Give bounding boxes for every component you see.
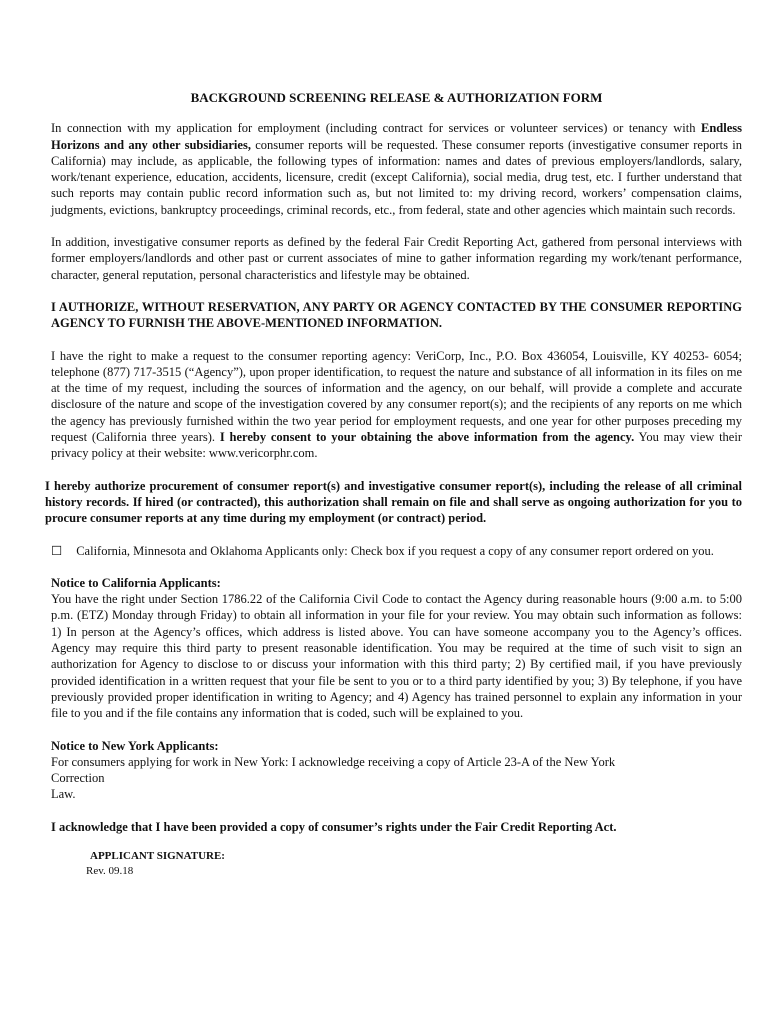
company-name: Endless Horizons and any other subsidiaries, (51, 121, 742, 152)
authorize-statement: I AUTHORIZE, WITHOUT RESERVATION, ANY PARTY OR AGENCY CONTACTED BY THE CONSUMER REPORTING AGENCY TO FURNISH THE ABOVE-MENTIONED INFORMATION. (51, 299, 742, 331)
california-heading: Notice to California Applicants: (51, 575, 221, 590)
acknowledge-statement: I acknowledge that I have been provided a copy of consumer’s rights under the Fair Credit Reporting Act. (51, 819, 617, 834)
intro-text-after: consumer reports will be requested. These consumer reports (investigative consumer reports in California) may include, as applicable, the following types of information: names and dates of previous employers/landlords, salary, work/tenant experience, education, accidents, licensure, credit (except California), social media, drug test, etc. I further understand that such reports may contain public record information such as, but not limited to: my driving record, workers’ compensation claims, judgments, evictions, bankruptcy proceedings, criminal records, etc., from federal, state and other agencies which maintain such records. (51, 137, 742, 217)
new-york-line-3: Law. (51, 787, 76, 802)
copy-request-row (51, 543, 742, 559)
copy-request-label: California, Minnesota and Oklahoma Applicants only: Check box if you request a copy of any consumer report ordered on you. (76, 543, 714, 558)
addition-paragraph: In addition, investigative consumer reports as defined by the federal Fair Credit Reporting Act, gathered from personal interviews with former employers/landlords and other past or current associates of mine to gather information regarding my work/tenant performance, character, general reputation, personal characteristics and lifestyle may be obtained. (51, 235, 742, 282)
california-notice (51, 575, 742, 722)
intro-paragraph (51, 120, 742, 218)
applicant-signature-label: APPLICANT SIGNATURE: (90, 849, 225, 862)
form-title: BACKGROUND SCREENING RELEASE & AUTHORIZATION FORM (190, 90, 603, 105)
new-york-heading: Notice to New York Applicants: (51, 738, 219, 753)
revision-label: Rev. 09.18 (86, 864, 134, 877)
authorization-form (45, 90, 742, 879)
copy-request-checkbox[interactable]: ☐ (51, 543, 63, 558)
rights-paragraph (51, 348, 742, 462)
california-body: You have the right under Section 1786.22 of the California Civil Code to contact the Agency during reasonable hours (9:00 a.m. to 5:00 p.m. (ETZ) Monday through Friday) to obtain all information in your file for your review. You may obtain such information as follows: 1) In person at the Agency’s offices, which address is listed above. You can have someone accompany you to the Agency’s offices. Agency may require this third party to present reasonable identification. You may be required at the time of such visit to sign an authorization for Agency to disclose to or discuss your information with this third party; 2) By certified mail, if you have previously provided identification in a written request that your file be sent to you or to a third party identified by you; 3) By telephone, if you have previously provided proper identification in writing to Agency; and 4) Agency has trained personnel to explain any information in your file to you and if the file contains any information that is coded, such will be explained to you. (51, 592, 742, 721)
rights-text: I have the right to make a request to the consumer reporting agency: VeriCorp, Inc., P.O. Box 436054, Louisville, KY 40253- 6054; telephone (877) 717-3515 (“Agency”), upon proper identification, to request the nature and substance of all information in its files on me at the time of my request, including the sources of information and the agency, on our behalf, will provide a complete and accurate disclosure of the nature and scope of the investigation covered by any consumer report(s); and the recipients of any reports on me which the agency has previously furnished within the two year period for employment requests, and one year for other purposes preceding my request (California three years). (51, 348, 742, 445)
intro-text-before: In connection with my application for employment (including contract for services or volunteer services) or tenancy with (51, 121, 701, 136)
hereby-authorize-statement: I hereby authorize procurement of consumer report(s) and investigative consumer report(s), including the release of all criminal history records. If hired (or contracted), this authorization shall remain on file and shall serve as ongoing authorization for you to procure consumer reports at any time during my employment (or contract) period. (45, 478, 742, 526)
consent-statement: I hereby consent to your obtaining the above information from the agency. (219, 430, 635, 445)
privacy-text: You may view their privacy policy at their website: www.vericorphr.com. (51, 430, 742, 461)
new-york-line-2: Correction (51, 771, 105, 786)
new-york-notice (51, 738, 742, 803)
new-york-line-1: For consumers applying for work in New York: I acknowledge receiving a copy of Article 23-A of the New York (51, 754, 616, 769)
